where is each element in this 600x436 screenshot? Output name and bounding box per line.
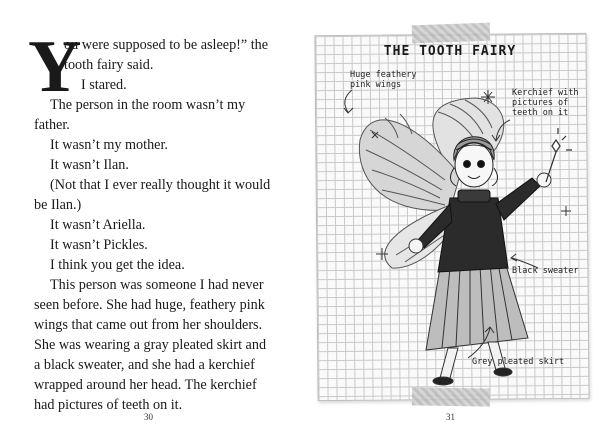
annotation-line: teeth on it [512,108,569,118]
page-number: 30 [144,412,153,422]
text-line: The person in the room wasn’t my [50,97,246,113]
text-line: (Not that I ever really thought it would [50,177,271,193]
tooth-fairy-illustration [300,0,600,436]
text-line: wrapped around her head. The kerchief [34,377,257,393]
text-line: This person was someone I had never [50,277,264,293]
text-line: I stared. [81,77,127,93]
text-line: father. [34,117,70,133]
text-line: She was wearing a gray pleated skirt and [34,337,267,353]
annotation-skirt [472,357,564,367]
annotation-line: Huge feathery [350,70,417,80]
page-number: 31 [446,412,455,422]
text-line: It wasn’t Ariella. [50,217,146,233]
annotation-line: pink wings [350,80,402,90]
text-line: had pictures of teeth on it. [34,397,183,413]
annotation-line: Black sweater [512,266,579,276]
annotation-line: Kerchief with [512,88,579,98]
text-line: be Ilan.) [34,197,82,213]
text-line: ou were supposed to be asleep!” the [64,37,269,53]
text-line: a black sweater, and she had a kerchief [34,357,255,373]
text-line: tooth fairy said. [64,57,154,73]
text-line: I think you get the idea. [50,257,185,273]
drop-cap: Y [28,26,82,108]
text-line: It wasn’t my mother. [50,137,168,153]
annotation-sweater [512,266,579,276]
text-line: It wasn’t Ilan. [50,157,129,173]
text-line: wings that came out from her shoulders. [34,317,263,333]
illustration-title: THE TOOTH FAIRY [383,44,517,59]
annotation-wings [350,70,417,90]
text-line: seen before. She had huge, feathery pink [34,297,265,313]
annotation-line: pictures of [512,98,569,108]
wand [546,128,572,182]
right-page [300,0,600,436]
text-line: It wasn’t Pickles. [50,237,148,253]
annotation-line: Grey pleated skirt [472,357,565,367]
annotation-kerchief [512,88,579,118]
